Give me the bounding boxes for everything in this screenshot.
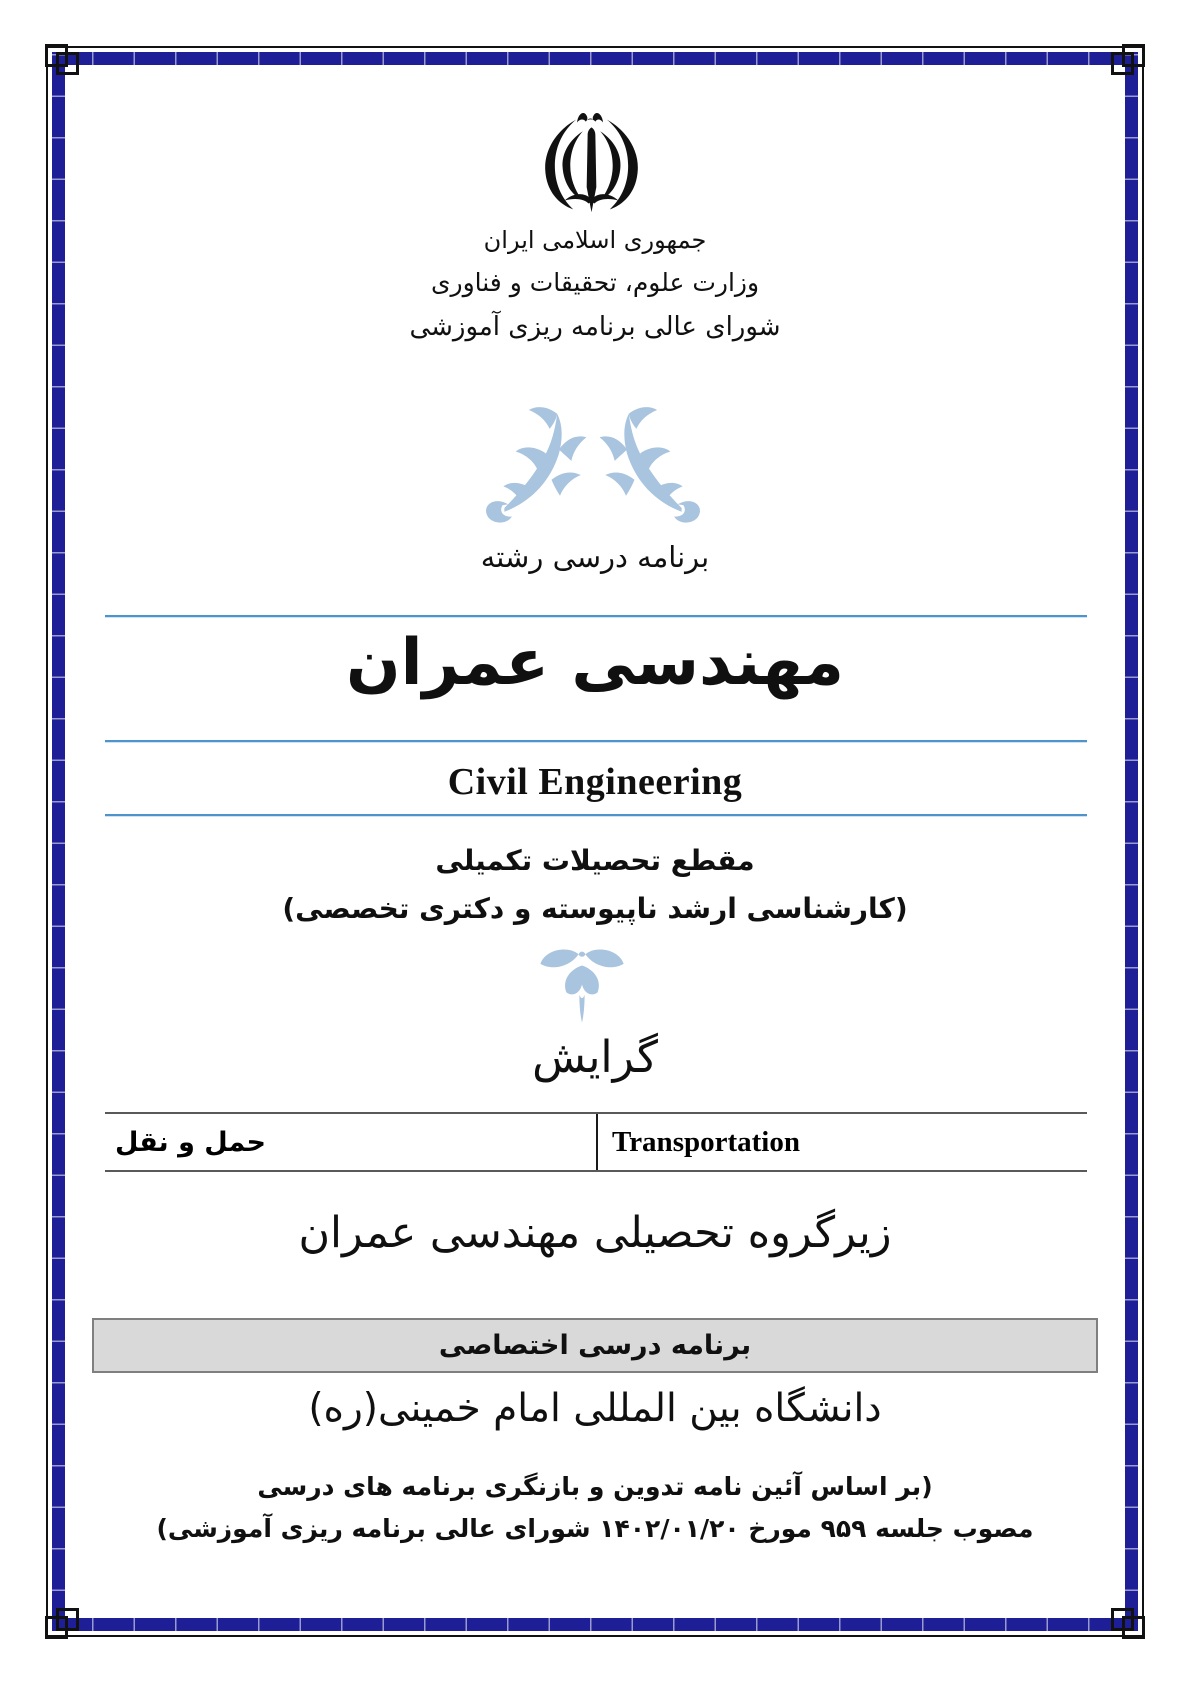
orientation-cell-fa: حمل و نقل (115, 1126, 266, 1158)
university-name: دانشگاه بین المللی امام خمینی(ره) (308, 1386, 882, 1431)
header-council: شورای عالی برنامه ریزی آموزشی (409, 312, 781, 342)
field-title-en: Civil Engineering (447, 761, 743, 803)
orientation-cell-en: Transportation (596, 1114, 1087, 1170)
divider-line (105, 740, 1087, 742)
subgroup-title: زیرگروه تحصیلی مهندسی عمران (298, 1208, 892, 1258)
iran-emblem-icon (533, 110, 650, 218)
corner-ornament-icon (45, 1597, 87, 1639)
floral-ornament-small-icon (530, 944, 634, 1032)
orientation-table (105, 1112, 1087, 1172)
corner-ornament-icon (45, 44, 87, 86)
footnote-line-2: مصوب جلسه ۹۵۹ مورخ ۱۴۰۲/۰۱/۲۰ شورای عالی برنامه ریزی آموزشی) (156, 1514, 1034, 1543)
field-title-fa: مهندسی عمران (346, 626, 844, 700)
header-country: جمهوری اسلامی ایران (483, 226, 707, 254)
frame-band-bottom (52, 1618, 1138, 1631)
level-line-2: (کارشناسی ارشد ناپیوسته و دکتری تخصصی) (282, 892, 908, 925)
specialized-curriculum-banner (92, 1318, 1098, 1373)
banner-label: برنامه درسی اختصاصی (438, 1330, 752, 1361)
header-ministry: وزارت علوم، تحقیقات و فناوری (430, 268, 760, 297)
corner-ornament-icon (1103, 44, 1145, 86)
level-line-1: مقطع تحصیلات تکمیلی (435, 844, 755, 877)
frame-band-top (52, 52, 1138, 65)
floral-ornament-large-icon (468, 393, 718, 525)
divider-line (105, 814, 1087, 816)
program-label: برنامه درسی رشته (480, 540, 710, 574)
divider-line (105, 615, 1087, 617)
corner-ornament-icon (1103, 1597, 1145, 1639)
orientation-label: گرایش (532, 1032, 658, 1083)
footnote-line-1: (بر اساس آئین نامه تدوین و بازنگری برنامه های درسی (257, 1472, 933, 1501)
